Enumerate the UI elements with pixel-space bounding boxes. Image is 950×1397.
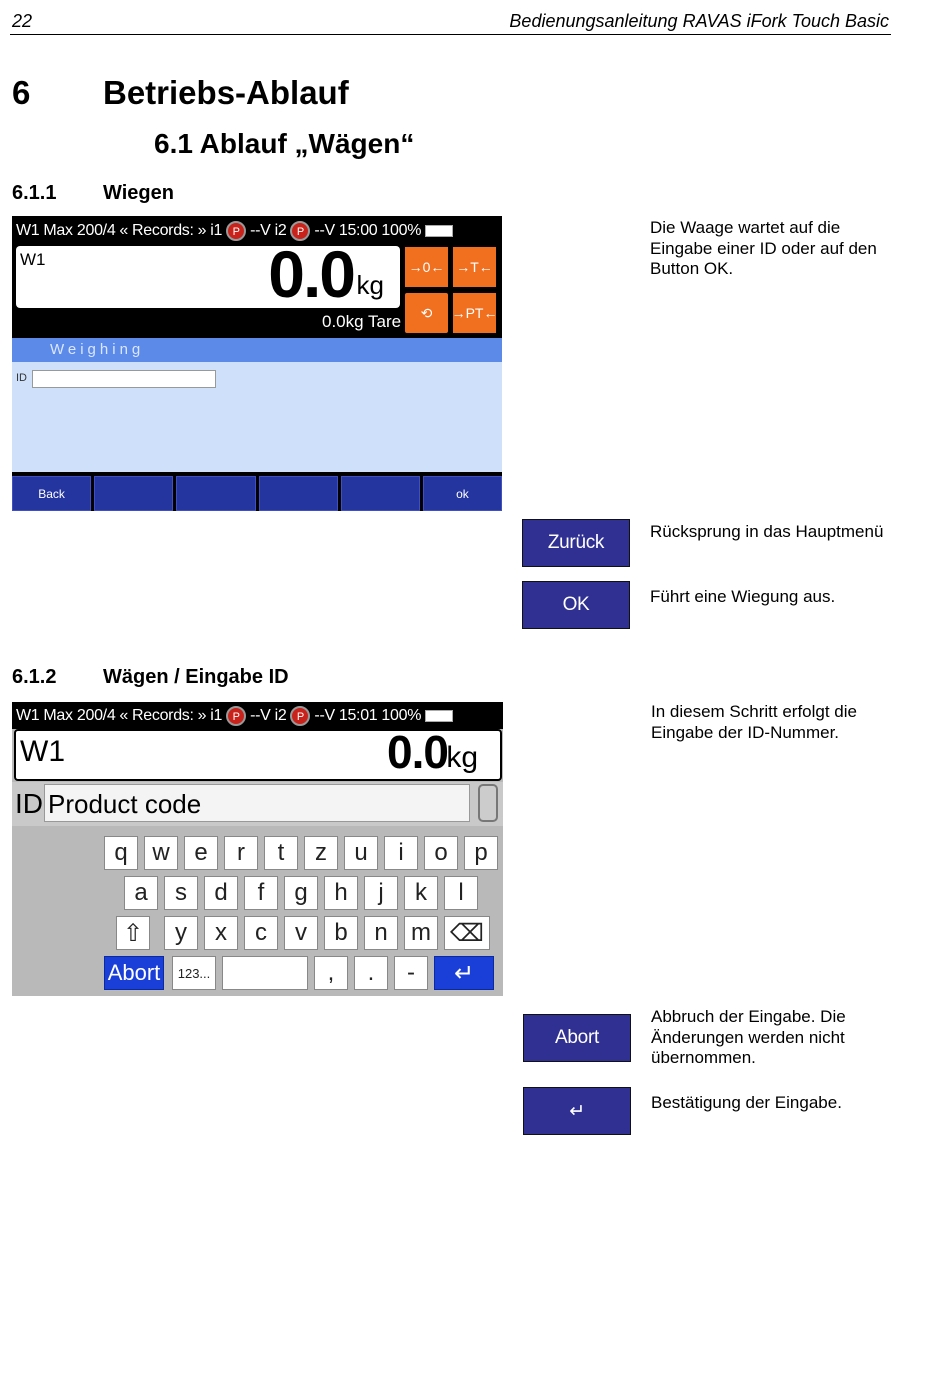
mode-title: Weighing (50, 341, 145, 358)
key-b[interactable]: b (324, 916, 358, 950)
abort-description: Abbruch der Eingabe. Die Änderungen werden nicht übernommen. (651, 1007, 846, 1067)
max-capacity: Max 200/4 (43, 706, 116, 724)
zero-button[interactable]: →0← (404, 246, 449, 288)
printer-icon: P (290, 706, 310, 726)
weight-unit: kg (446, 741, 478, 774)
printer-icon: P (290, 221, 310, 241)
backspace-key-icon[interactable]: ⌫ (444, 916, 490, 950)
key-r[interactable]: r (224, 836, 258, 870)
description-eingabe-id: In diesem Schritt erfolgt die Eingabe der ID-Nummer. (651, 702, 857, 742)
subsection-title-2: Wägen / Eingabe ID (103, 666, 289, 688)
chapter-number: 6 (12, 74, 31, 111)
ok-softkey[interactable]: ok (423, 476, 502, 511)
id-input[interactable] (32, 370, 216, 388)
weight-display (16, 237, 400, 311)
page-header (10, 10, 891, 35)
key-m[interactable]: m (404, 916, 438, 950)
key-o[interactable]: o (424, 836, 458, 870)
key-q[interactable]: q (104, 836, 138, 870)
subsection-title-1: Wiegen (103, 182, 174, 204)
records-next-icon[interactable]: » (197, 706, 207, 724)
manual-title: Bedienungsanleitung RAVAS iFork Touch Basic (509, 11, 889, 31)
period-key[interactable]: . (354, 956, 388, 990)
enter-description: Bestätigung der Eingabe. (651, 1093, 842, 1112)
chapter-title: Betriebs-Ablauf (103, 74, 349, 111)
section-title: 6.1 Ablauf „Wägen“ (154, 128, 415, 159)
key-w[interactable]: w (144, 836, 178, 870)
key-x[interactable]: x (204, 916, 238, 950)
key-i[interactable]: i (384, 836, 418, 870)
key-d[interactable]: d (204, 876, 238, 910)
key-c[interactable]: c (244, 916, 278, 950)
description-wiegen: Die Waage wartet auf die Eingabe einer ID oder auf den Button OK. (650, 218, 877, 278)
softkey-bar (12, 476, 502, 511)
i2-label: i2 (274, 706, 287, 724)
weight-scale-label: W1 (20, 250, 46, 269)
weight-value: 0.0 (268, 237, 354, 311)
mode-title-bar (12, 338, 502, 362)
i2-label: i2 (274, 222, 287, 239)
back-softkey[interactable]: Back (12, 476, 91, 511)
battery-icon (425, 710, 453, 722)
battery-percent: 100% (381, 222, 422, 239)
ok-description: Führt eine Wiegung aus. (650, 587, 836, 606)
key-k[interactable]: k (404, 876, 438, 910)
subsection-number-2: 6.1.2 (12, 666, 57, 688)
key-z[interactable]: z (304, 836, 338, 870)
key-v[interactable]: v (284, 916, 318, 950)
product-code-input[interactable]: Product code (44, 784, 470, 822)
zurueck-button[interactable]: Zurück (522, 519, 630, 567)
weight-scale-label: W1 (20, 735, 65, 768)
enter-button-icon[interactable]: ↵ (523, 1087, 631, 1135)
shift-key-icon[interactable]: ⇧ (116, 916, 150, 950)
numeric-key[interactable]: 123... (172, 956, 216, 990)
dash-key[interactable]: - (394, 956, 428, 990)
empty-softkey[interactable] (341, 476, 420, 511)
abort-key[interactable]: Abort (104, 956, 164, 990)
clock: 15:01 (338, 706, 378, 724)
key-y[interactable]: y (164, 916, 198, 950)
records-label: Records: (132, 706, 194, 724)
key-p[interactable]: p (464, 836, 498, 870)
records-next-icon[interactable]: » (197, 222, 207, 239)
records-prev-icon[interactable]: « (119, 222, 129, 239)
battery-icon (425, 225, 453, 237)
id-entry-area (12, 362, 502, 472)
key-t[interactable]: t (264, 836, 298, 870)
ok-button[interactable]: OK (522, 581, 630, 629)
key-j[interactable]: j (364, 876, 398, 910)
key-s[interactable]: s (164, 876, 198, 910)
key-h[interactable]: h (324, 876, 358, 910)
scale-id: W1 (16, 706, 40, 724)
weight-display (14, 726, 502, 781)
v1-value: --V (250, 222, 271, 239)
id-label: ID (16, 372, 27, 384)
weight-unit: kg (356, 270, 384, 300)
page-number: 22 (12, 11, 33, 31)
key-f[interactable]: f (244, 876, 278, 910)
key-g[interactable]: g (284, 876, 318, 910)
weight-value: 0.0 (387, 726, 448, 778)
key-n[interactable]: n (364, 916, 398, 950)
zurueck-description: Rücksprung in das Hauptmenü (650, 522, 884, 541)
comma-key[interactable]: , (314, 956, 348, 990)
records-label: Records: (132, 222, 194, 239)
v2-value: --V (314, 706, 335, 724)
max-capacity: Max 200/4 (43, 222, 116, 239)
tare-value: 0.0kg Tare (322, 312, 402, 331)
preset-tare-button[interactable]: →PT← (452, 292, 497, 334)
status-bar (12, 216, 502, 246)
space-key[interactable] (222, 956, 308, 990)
empty-softkey[interactable] (259, 476, 338, 511)
switch-scale-button[interactable]: ⟲ (404, 292, 449, 334)
abort-button[interactable]: Abort (523, 1014, 631, 1062)
empty-softkey[interactable] (176, 476, 255, 511)
key-u[interactable]: u (344, 836, 378, 870)
i1-label: i1 (210, 222, 223, 239)
scale-id: W1 (16, 222, 40, 239)
id-input-row (12, 782, 503, 826)
records-prev-icon[interactable]: « (119, 706, 129, 724)
printer-icon: P (226, 706, 246, 726)
subsection-number-1: 6.1.1 (12, 182, 57, 204)
v2-value: --V (314, 222, 335, 239)
id-label: ID (15, 788, 43, 819)
printer-icon: P (226, 221, 246, 241)
v1-value: --V (250, 706, 271, 724)
empty-softkey[interactable] (94, 476, 173, 511)
clock: 15:00 (338, 222, 378, 239)
input-scroll-handle[interactable] (478, 784, 498, 822)
key-e[interactable]: e (184, 836, 218, 870)
key-a[interactable]: a (124, 876, 158, 910)
i1-label: i1 (210, 706, 223, 724)
id-entry-screenshot (12, 702, 503, 996)
weighing-screenshot (12, 216, 502, 511)
battery-percent: 100% (381, 706, 422, 724)
enter-key-icon[interactable]: ↵ (434, 956, 494, 990)
tare-button[interactable]: →T← (452, 246, 497, 288)
key-l[interactable]: l (444, 876, 478, 910)
